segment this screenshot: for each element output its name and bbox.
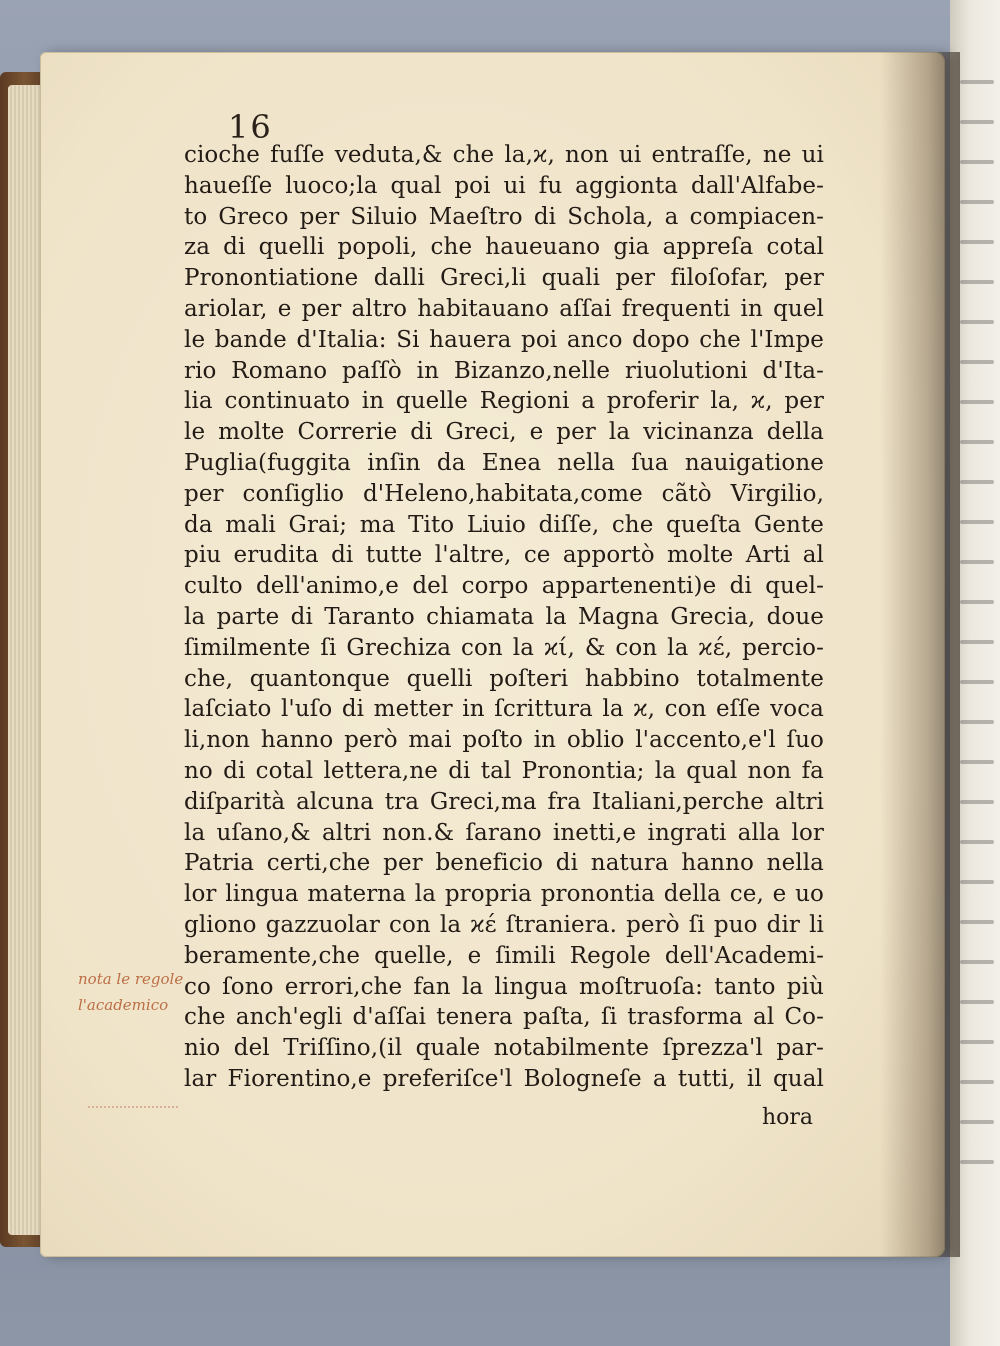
text-line: la uſano,& altri non.& ſarano inetti,e ingrati alla lor [184,819,824,846]
margin-annotation-line-2: l'academico [78,996,169,1014]
text-line: diſparità alcuna tra Greci,ma fra Italiani,perche altri [184,788,824,815]
catchword: hora [762,1105,814,1130]
text-line: ſimilmente ſi Grechiza con la ϰί, & con la ϰέ, percio- [184,634,824,661]
text-line: lia continuato in quelle Regioni a proferir la, ϰ, per [184,388,824,415]
text-line: da mali Grai; ma Tito Liuio diſſe, che queſta Gente [184,511,824,538]
text-line: ariolar, e per altro habitauano aſſai frequenti in quel [184,295,824,322]
text-line: che anch'egli d'aſſai tenera paſta, ſi trasforma al Co- [184,1004,824,1031]
text-line: che, quantonque quelli poſteri habbino totalmente [184,665,824,692]
text-line: lor lingua materna la propria pronontia della ce, e uo [184,881,824,908]
page-gutter [880,52,960,1257]
text-line: piu erudita di tutte l'altre, ce apportò molte Arti al [184,542,824,569]
text-line: nio del Triſſino,(il quale notabilmente ſprezza'l par- [184,1035,824,1062]
text-line: haueſſe luoco;la qual poi ui fu aggionta dall'Alfabe- [184,172,824,199]
text-line: culto dell'animo,e del corpo appartenenti)e di quel- [184,573,824,600]
text-line: rio Romano paſſò in Bizanzo,nelle riuolutioni d'Ita- [184,357,824,384]
margin-stain [88,1090,178,1108]
margin-annotation-line-1: nota le regole [78,970,184,988]
text-line: le molte Correrie di Greci, e per la vicinanza della [184,419,824,446]
text-line: Puglia(fuggita inſin da Enea nella ſua nauigatione [184,449,824,476]
text-line: Patria certi,che per beneficio di natura hanno nella [184,850,824,877]
page-number: 16 [228,108,273,146]
text-line: le bande d'Italia: Si hauera poi anco dopo che l'Impe [184,326,824,353]
text-line: Pronontiatione dalli Greci,li quali per filoſofar, per [184,265,824,292]
text-line: per conſiglio d'Heleno,habitata,come cãtò Virgilio, [184,480,824,507]
page-text [184,140,824,1095]
text-line: gliono gazzuolar con la ϰέ ſtraniera. però ſi puo dir li [184,911,824,938]
text-line: li,non hanno però mai poſto in oblio l'accento,e'l ſuo [184,727,824,754]
text-line: la parte di Taranto chiamata la Magna Grecia, doue [184,603,824,630]
text-line: laſciato l'uſo di metter in ſcrittura la ϰ, con eſſe voca [184,696,824,723]
text-line: co ſono errori,che fan la lingua moſtruoſa: tanto più [184,973,824,1000]
text-line: no di cotal lettera,ne di tal Pronontia; la qual non fa [184,757,824,784]
text-line: to Greco per Siluio Maeſtro di Schola, a compiacen- [184,203,824,230]
text-line: beramente,che quelle, e ſimili Regole dell'Academi- [184,942,824,969]
text-line: cioche fuſſe veduta,& che la,ϰ, non ui entraſſe, ne ui [184,142,824,168]
text-line: za di quelli popoli, che haueuano gia appreſa cotal [184,234,824,261]
text-line: lar Fiorentino,e preferiſce'l Bologneſe a tutti, il qual [184,1065,824,1092]
